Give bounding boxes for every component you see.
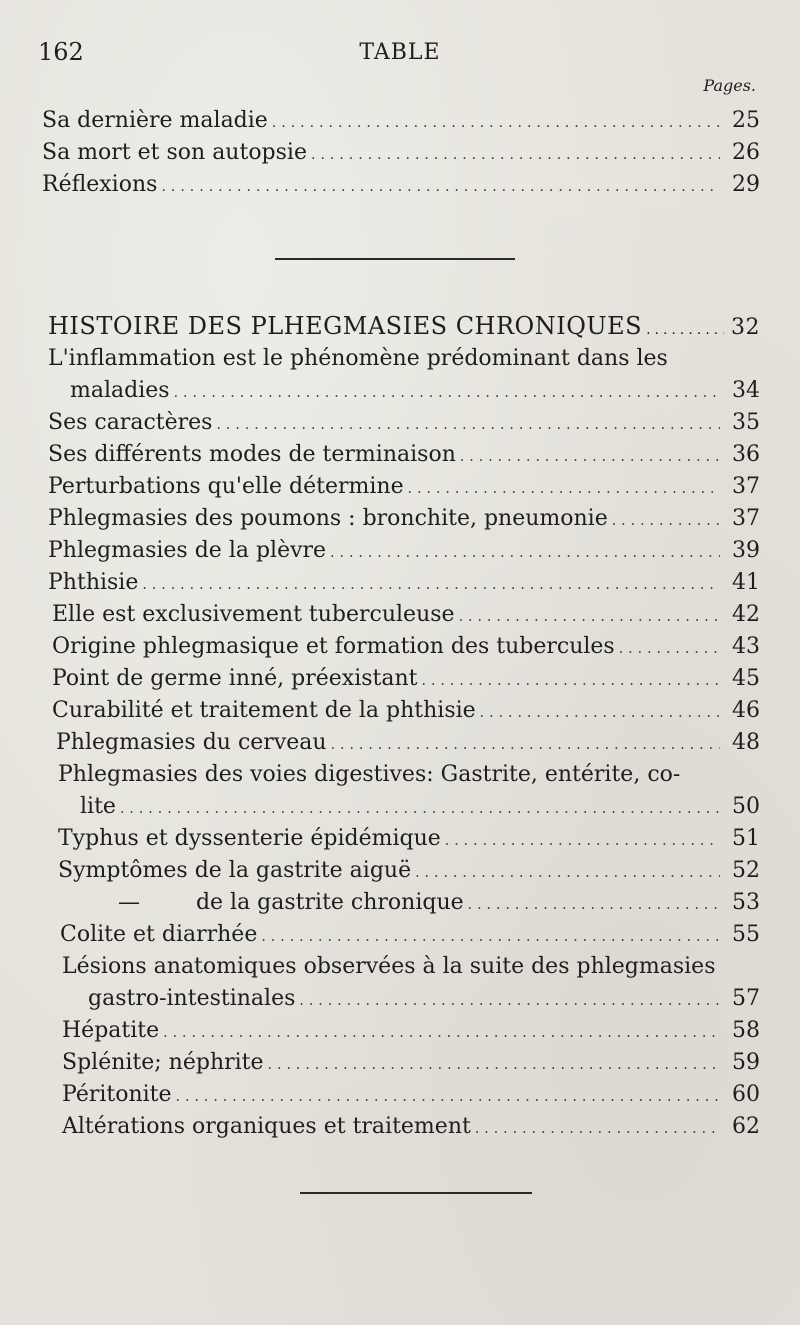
dot-leader	[216, 417, 720, 433]
dot-leader	[311, 147, 720, 163]
toc-entry-title: Péritonite	[62, 1082, 172, 1107]
toc-entry-title: Ses caractères	[48, 410, 213, 435]
dot-leader	[268, 1057, 720, 1073]
toc-entry-title: Perturbations qu'elle détermine	[48, 474, 404, 499]
toc-entry	[48, 474, 760, 504]
toc-entry-title: Origine phlegmasique et formation des tubercules	[52, 634, 615, 659]
toc-entry-title: L'inflammation est le phénomène prédominant dans les	[48, 346, 668, 371]
dot-leader	[163, 1025, 720, 1041]
dot-leader	[174, 385, 720, 401]
toc-entry-page: 62	[732, 1114, 760, 1139]
toc-entry	[52, 602, 760, 632]
running-head: TABLE	[359, 40, 441, 65]
toc-entry	[56, 730, 760, 760]
toc-entry-title: Typhus et dyssenterie épidémique	[58, 826, 441, 851]
dot-leader	[619, 641, 720, 657]
toc-entry-title: Sa mort et son autopsie	[42, 140, 307, 165]
dot-leader	[299, 993, 720, 1009]
dot-leader	[161, 179, 720, 195]
toc-entry	[42, 108, 760, 138]
dot-leader	[459, 609, 720, 625]
toc-entry-title: Réflexions	[42, 172, 158, 197]
dot-leader	[612, 513, 720, 529]
toc-entry	[52, 634, 760, 664]
toc-entry-title: Splénite; néphrite	[62, 1050, 264, 1075]
toc-entry	[58, 826, 760, 856]
toc-entry-page: 41	[732, 570, 760, 595]
dot-leader	[142, 577, 720, 593]
toc-entry-continuation: lite	[80, 794, 116, 819]
toc-entry-page: 50	[732, 794, 760, 819]
toc-entry	[52, 666, 760, 696]
page-number: 162	[38, 38, 84, 66]
dot-leader	[475, 1121, 720, 1137]
dot-leader	[415, 865, 720, 881]
toc-entry-page: 60	[732, 1082, 760, 1107]
section-heading-title: HISTOIRE DES PLHEGMASIES CHRONIQUES	[48, 312, 643, 340]
toc-entry-title: — de la gastrite chronique	[118, 890, 464, 915]
toc-entry	[62, 1050, 760, 1080]
section-heading-page: 32	[731, 315, 760, 340]
toc-entry	[62, 1018, 760, 1048]
toc-entry-page: 52	[732, 858, 760, 883]
toc-entry-title: Altérations organiques et traitement	[62, 1114, 471, 1139]
toc-entry-title: Point de germe inné, préexistant	[52, 666, 418, 691]
toc-entry-page: 59	[732, 1050, 760, 1075]
toc-entry-title: Symptômes de la gastrite aiguë	[58, 858, 412, 883]
section-heading	[48, 312, 760, 340]
dot-leader	[480, 705, 720, 721]
toc-entry-page: 35	[732, 410, 760, 435]
toc-entry	[70, 378, 760, 408]
dot-leader	[330, 545, 720, 561]
toc-entry-page: 29	[732, 172, 760, 197]
toc-entry	[42, 140, 760, 170]
toc-entry-title: Phthisie	[48, 570, 139, 595]
toc-entry	[60, 922, 760, 952]
toc-entry	[118, 890, 760, 920]
dot-leader	[331, 737, 720, 753]
toc-entry-title: Phlegmasies du cerveau	[56, 730, 327, 755]
section-divider	[275, 258, 515, 260]
toc-entry-page: 51	[732, 826, 760, 851]
toc-entry-continuation: maladies	[70, 378, 170, 403]
toc-entry-page: 25	[732, 108, 760, 133]
dot-leader	[460, 449, 720, 465]
toc-entry-page: 43	[732, 634, 760, 659]
toc-entry-page: 39	[732, 538, 760, 563]
toc-entry-page: 34	[732, 378, 760, 403]
dot-leader	[445, 833, 720, 849]
toc-entry-page: 53	[732, 890, 760, 915]
toc-entry-title: Ses différents modes de terminaison	[48, 442, 456, 467]
toc-entry-page: 26	[732, 140, 760, 165]
toc-entry-page: 37	[732, 506, 760, 531]
pages-column-label: Pages.	[703, 76, 756, 95]
toc-entry-title: Sa dernière maladie	[42, 108, 268, 133]
dot-leader	[422, 673, 720, 689]
dot-leader	[261, 929, 720, 945]
toc-entry	[80, 794, 760, 824]
toc-entry-page: 37	[732, 474, 760, 499]
toc-entry-continuation: gastro-intestinales	[88, 986, 296, 1011]
toc-entry-page: 58	[732, 1018, 760, 1043]
toc-entry	[42, 172, 760, 202]
toc-entry-title: Phlegmasies des voies digestives: Gastrite, entérite, co-	[58, 762, 681, 787]
toc-entry-title: Phlegmasies des poumons : bronchite, pneumonie	[48, 506, 608, 531]
toc-entry-page: 46	[732, 698, 760, 723]
toc-entry-title: Curabilité et traitement de la phthisie	[52, 698, 476, 723]
toc-entry-page: 45	[732, 666, 760, 691]
toc-entry	[62, 1082, 760, 1112]
toc-entry-title: Colite et diarrhée	[60, 922, 258, 947]
toc-entry-page: 48	[732, 730, 760, 755]
toc-entry-page: 42	[732, 602, 760, 627]
toc-entry-title: Phlegmasies de la plèvre	[48, 538, 327, 563]
toc-entry-title: Lésions anatomiques observées à la suite des phlegmasies	[62, 954, 716, 979]
toc-entry	[88, 986, 760, 1016]
toc-entry-title: Elle est exclusivement tuberculeuse	[52, 602, 455, 627]
toc-entry	[48, 538, 760, 568]
dot-leader	[120, 801, 720, 817]
toc-entry-page: 57	[732, 986, 760, 1011]
dot-leader	[646, 322, 724, 338]
toc-entry	[48, 410, 760, 440]
toc-entry-page: 55	[732, 922, 760, 947]
dot-leader	[272, 115, 720, 131]
toc-entry	[58, 858, 760, 888]
dot-leader	[408, 481, 720, 497]
toc-entry	[52, 698, 760, 728]
toc-entry-title: Hépatite	[62, 1018, 160, 1043]
toc-entry	[48, 570, 760, 600]
toc-entry	[48, 442, 760, 472]
dot-leader	[176, 1089, 720, 1105]
toc-entry	[62, 1114, 760, 1144]
dot-leader	[468, 897, 720, 913]
end-rule	[300, 1192, 532, 1194]
toc-entry	[48, 506, 760, 536]
toc-entry-page: 36	[732, 442, 760, 467]
